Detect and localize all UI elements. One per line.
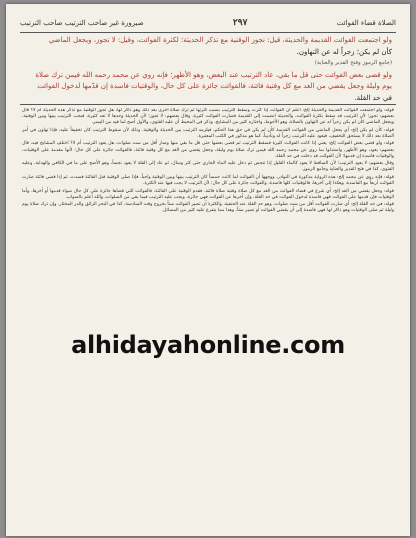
page-header bbox=[20, 16, 396, 30]
matn-line: يوم وليلة وجعل يقضي من الغد مع كل وقتية فائتة، فالفوائت جائزة على كل حال، والوقتيات فاسدة إن قدّمها لدخول الفوائت bbox=[37, 82, 392, 90]
book-page bbox=[6, 4, 410, 536]
commentary-paragraph: قوله: كأن لم يكن إلخ: أي يجعل الماضي من الفوائت القديمة كأن لم يكن في حق هذا الحكم، فيلزمه الترتيب بين الحديثة والوقتية، وذلك لأن سقوط الترتيب كان تخفيفاً عليه، فإذا تهاون في أمر الصلاة بعد ذلك لا يستحق التخفيف، فيعود عليه الترتيب زجراً له وتأديباً، كما هو مذكور في الكتب المعتبرة. bbox=[22, 127, 394, 139]
header-right-title: الصلاة قضاء الفوائت bbox=[336, 19, 396, 27]
matn-line: في حد القلة. bbox=[354, 93, 392, 102]
header-divider bbox=[20, 32, 396, 33]
matn-text bbox=[24, 36, 392, 102]
page-number: ٢٩٧ bbox=[232, 18, 248, 28]
header-left-title: صيرورة غير صاحب الترتيب صاحب الترتيب bbox=[20, 19, 144, 27]
commentary-paragraph: قوله: في حد القلة إلخ: أي صارت الفوائت أقل من ست صلوات، وهو حد القلة عند الحنفية، والكثرة أن تصير الفوائت ستاً بخروج وقت السادسة، كذا في البحر الرائق والدر المختار، وإن ترك صلاة يوم وليلة ثم صلى الوقتيات وهو ذاكر لها فهي فاسدة إلى أن يقضي الفوائت أو تصير ستاً، وهذا مما يتفرع عليه كثير من المسائل. bbox=[22, 202, 394, 214]
commentary-paragraph: قوله: فإنه روي عن محمد إلخ: هذه الرواية مذكورة في النوادر، ووجهها أن الفوائت لما كانت خمساً كان الترتيب بينها وبين الوقتية واجباً، فإذا صلى الوقتية قبل الفائتة فسدت، ثم إذا قضى فائتة صارت الفوائت أربعاً مع الفاسدة، وهكذا إلى آخرها، فالوقتيات كلها فاسدة، والفوائت جائزة على كل حال؛ لأن الترتيب لا يجب فيها عند الكثرة. bbox=[22, 174, 394, 187]
commentary-text bbox=[22, 108, 394, 526]
commentary-paragraph: وقال بعضهم: لا يعود الترتيب؛ لأن الساقط لا يعود كالماء القليل إذا تنجس ثم دخل عليه الماء الجاري حتى كثر وسال، ثم عاد إلى القلة لا يعود نجساً، وهو الأصح على ما في الكافي والهداية، وعليه الفتوى، كذا في فتح القدير والعناية وجامع الرموز. bbox=[22, 161, 394, 173]
matn-line: ولو قضى بعض الفوائت حتى قل ما بقي، عاد الترتيب عند البعض، وهو الأظهر؛ فإنه روي عن محمد رحمه الله فيمن ترك صلاة bbox=[35, 70, 392, 79]
commentary-paragraph: قوله: وجعل يقضي من الغد إلخ: أي شرع في قضاء الفوائت من الغد مع كل صلاة وقتية صلاة فائتة، فقدم الوقتية على الفائتة، فالفوائت التي قضاها جائزة على كل حال سواء قدمها أو أخرها، وأما الوقتيات فإن قدمها على الفوائت فهي فاسدة لدخول الفوائت في حد القلة، وإن أخرها عن الفوائت فهي جائزة، ويجب عليه الترتيب فيما بقي من الصلوات، والله أعلم بالصواب. bbox=[22, 188, 394, 200]
matn-source: (جامع الرموز وفتح القدير والعناية) bbox=[314, 60, 392, 66]
commentary-paragraph: قوله: ولو قضى بعض الفوائت إلخ: يعني إذا كانت الفوائت كثيرة فسقط الترتيب ثم قضى بعضها حتى قل ما بقي منها وصار أقل من ست صلوات، هل يعود الترتيب أم لا؟ اختلف المشايخ فيه، قال بعضهم: يعود، وهو الأظهر، واستدلوا بما روي عن محمد رحمه الله فيمن ترك صلاة يوم وليلة، وجعل يقضي من الغد مع كل وقتية فائتة، فالفوائت جائزة على كل حال؛ لأنها مقدمة على الوقتيات، والوقتيات فاسدة إن قدمها؛ لأن الفوائت قد دخلت في حد القلة. bbox=[22, 141, 394, 159]
matn-divider bbox=[20, 104, 396, 105]
commentary-paragraph: قوله: ولو اجتمعت الفوائت القديمة والحديثة إلخ: اعلم أن الفوائت إذا كثرت وسقط الترتيب بسبب كثرتها ثم ترك صلاة أخرى بعد ذلك وهو ذاكر لها، هل تجوز الوقتية مع تذكر هذه الحديثة أم لا؟ قال بعضهم: تجوز؛ لأن الترتيب قد سقط بكثرة الفوائت، والحديثة انضمت إلى القديمة فصارت الفوائت كثيرة، وقال بعضهم: لا تجوز؛ لأن الحديثة وحدها لا تعد كثيرة، فيجب الترتيب بينها وبين الوقتية، ويجعل الماضي كأن لم يكن زجراً له عن التهاون بالصلاة، وهو الأحوط، واختاره كثير من المشايخ، وذكر في المحيط أن عليه الفتوى، والأول أصح لما فيه من اليسر. bbox=[22, 108, 394, 126]
watermark: alhidayahonline.com bbox=[71, 331, 345, 359]
matn-line: كأن لم يكن؛ زجراً له عن التهاون. bbox=[296, 47, 392, 56]
matn-line: ولو اجتمعت الفوائت القديمة والحديثة، قيل: تجوز الوقتية مع تذكر الحديثة؛ لكثرة الفوائت، وقيل: لا تجوز، ويجعل الماضي bbox=[48, 36, 392, 44]
